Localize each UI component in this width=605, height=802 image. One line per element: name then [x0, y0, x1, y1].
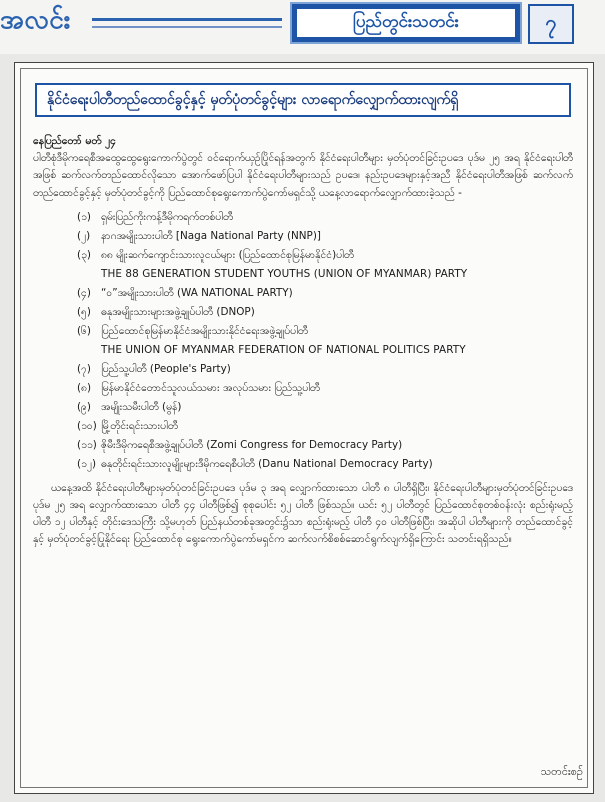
- party-number: (၁၁): [77, 438, 97, 451]
- party-number: (၉): [77, 400, 91, 413]
- article-headline: နိုင်ငံရေးပါတီတည်ထောင်ခွင့်နှင့် မှတ်ပုံတင်ခွင့်များ လာရောက်လျှောက်ထားလျက်ရှိ: [35, 83, 571, 117]
- party-name: အမျိုးသမီးပါတီ (မွန်): [101, 400, 182, 413]
- party-list-item: [77, 417, 573, 436]
- section-title: ပြည်တွင်းသတင်း: [296, 8, 516, 38]
- newspaper-brand: အလင်း: [0, 5, 71, 35]
- party-name: ဓနုတိုင်းရင်းသားလူမျိုးများဒီမိုကရေစီပါတီ (Danu National Democracy Party): [101, 457, 433, 470]
- party-number: (၁၀): [77, 419, 97, 432]
- party-name: နာဂအမျိုးသားပါတီ [Naga National Party (NNP)]: [101, 229, 321, 242]
- party-list-item: [77, 284, 573, 303]
- party-list-item: [77, 360, 573, 379]
- party-list-item: [77, 246, 573, 284]
- party-name-english: THE 88 GENERATION STUDENT YOUTHS (UNION OF MYANMAR) PARTY: [101, 267, 468, 280]
- party-name: ရှမ်းပြည်ကိုးကန့်ဒီမိုကရက်တစ်ပါတီ: [101, 210, 234, 223]
- party-number: (၈): [77, 381, 92, 394]
- party-list-item: [77, 208, 573, 227]
- party-list-item: [77, 436, 573, 455]
- party-name: ပြည်သူ့ပါတီ (People's Party): [101, 362, 231, 375]
- party-number: (၄): [77, 286, 91, 299]
- party-name: “ဝ”အမျိုးသားပါတီ (WA NATIONAL PARTY): [101, 286, 293, 299]
- party-name: မြန်မာနိုင်ငံတောင်သူလယ်သမား အလုပ်သမား ပြည်သူ့ပါတီ: [101, 381, 321, 394]
- party-number: (၂): [77, 229, 91, 242]
- news-article: [14, 62, 594, 794]
- brand-rule: [92, 18, 282, 21]
- party-number: (၇): [77, 362, 91, 375]
- dateline: နေပြည်တော် မတ် ၂၄: [33, 135, 117, 147]
- party-list-item: [77, 379, 573, 398]
- page-header: [0, 0, 605, 54]
- party-number: (၆): [77, 324, 91, 337]
- party-number: (၃): [77, 248, 91, 261]
- party-number: (၁၂): [77, 457, 97, 470]
- intro-paragraph: ပါတီစုံဒီမိုကရေစီအထွေထွေရွေးကောက်ပွဲတွင် ဝင်ရောက်ယှဉ်ပြိုင်ရန်အတွက် နိုင်ငံရေးပါတီများ မှတ်ပုံတင်ခြင်းဥပဒေ ပုဒ်မ ၂၅ အရ နိုင်ငံရေးပါတီအဖြစ် ဆက်လက်တည်ထောင်လိုသော အောက်ဖော်ပြပါ နိုင်ငံရေးပါတီများသည် ဥပဒေ၊ နည်းဥပဒေများနှင့်အညီ နိုင်ငံရေးပါတီအဖြစ် ဆက်လက်တည်ထောင်ခွင့်နှင့် မှတ်ပုံတင်ခွင့်ကို ပြည်ထောင်စုရွေးကောက်ပွဲကော်မရှင်သို့ ယနေ့လာရောက်လျှောက်ထားခဲ့သည် -: [33, 152, 573, 199]
- party-list-item: [77, 303, 573, 322]
- party-name: မြို့တိုင်းရင်းသားပါတီ: [101, 419, 178, 432]
- article-body: [33, 133, 573, 549]
- page-number: ၇: [528, 4, 574, 44]
- party-list-item: [77, 322, 573, 360]
- brand-rule-secondary: [92, 26, 282, 28]
- party-list-item: [77, 455, 573, 474]
- party-number: (၁): [77, 210, 91, 223]
- party-list-item: [77, 227, 573, 246]
- byline: သတင်းစဉ်: [540, 765, 583, 778]
- section-banner: [290, 2, 522, 44]
- closing-paragraph: ယနေ့အထိ နိုင်ငံရေးပါတီများမှတ်ပုံတင်ခြင်းဥပဒေ ပုဒ်မ ၃ အရ လျှောက်ထားသော ပါတီ ၈ ပါတီရှိပြီး၊ နိုင်ငံရေးပါတီများမှတ်ပုံတင်ခြင်းဥပဒေ ပုဒ်မ ၂၅ အရ လျှောက်ထားသော ပါတီ ၄၄ ပါတီဖြစ်၍ စုစုပေါင်း ၅၂ ပါတီ ဖြစ်သည်။ ယင်း ၅၂ ပါတီတွင် ပြည်ထောင်စုတစ်ဝန်းလုံး စည်းရုံးမည့်ပါတီ ၁၂ ပါတီနှင့် တိုင်းဒေသကြီး သို့မဟုတ် ပြည်နယ်တစ်ခုအတွင်း၌သာ စည်းရုံးမည့် ပါတီ ၄၀ ပါတီဖြစ်ပြီး၊ အဆိုပါ ပါတီများကို တည်ထောင်ခွင့်နှင့် မှတ်ပုံတင်ခွင့်ပြုနိုင်ရေး ပြည်ထောင်စု ရွေးကောက်ပွဲကော်မရှင်က ဆက်လက်စိစစ်ဆောင်ရွက်လျက်ရှိကြောင်း သတင်းရရှိသည်။: [33, 481, 573, 546]
- party-number: (၅): [77, 305, 91, 318]
- party-name: ဇိုမီးဒီမိုကရေစီအဖွဲ့ချုပ်ပါတီ (Zomi Congress for Democracy Party): [101, 438, 403, 451]
- party-name: ၈၈ မျိုးဆက်ကျောင်းသားလူငယ်များ (ပြည်ထောင်စုမြန်မာနိုင်ငံ)ပါတီ: [101, 248, 354, 261]
- party-name: ပြည်ထောင်စုမြန်မာနိုင်ငံအမျိုးသားနိုင်ငံရေးအဖွဲ့ချုပ်ပါတီ: [101, 324, 309, 337]
- party-list-item: [77, 398, 573, 417]
- party-list: [77, 208, 573, 474]
- party-name: ဓနုအမျိုးသားများအဖွဲ့ချုပ်ပါတီ (DNOP): [101, 305, 255, 318]
- party-name-english: THE UNION OF MYANMAR FEDERATION OF NATIONAL POLITICS PARTY: [101, 343, 466, 356]
